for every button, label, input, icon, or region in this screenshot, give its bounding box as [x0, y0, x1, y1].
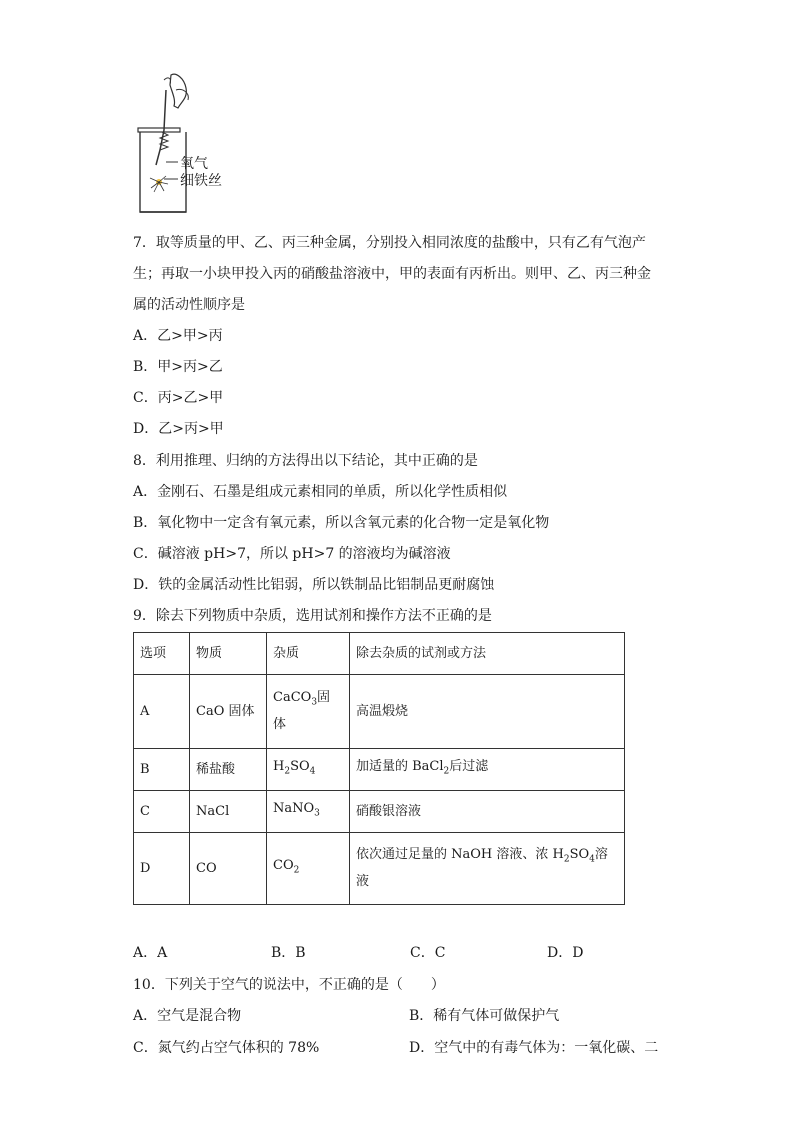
cell-impurity: $H_2SO_4$ — [267, 749, 350, 791]
iron-wire-label: 细铁丝 — [180, 173, 222, 189]
q9-choice-c: C．C — [410, 945, 446, 961]
table-row — [134, 675, 625, 749]
header-method: 除去杂质的试剂或方法 — [350, 633, 625, 675]
table-header-row — [134, 633, 625, 675]
cell-substance: NaCl — [190, 791, 267, 833]
iron-wire-oxygen-figure — [126, 70, 276, 220]
cell-option: B — [134, 749, 190, 791]
cell-method: 硝酸银溶液 — [350, 791, 625, 833]
q10-option-a: A．空气是混合物 — [133, 1008, 242, 1024]
q8-option-d: D．铁的金属活动性比铝弱，所以铁制品比铝制品更耐腐蚀 — [133, 577, 495, 593]
cell-method: 依次通过足量的 NaOH 溶液、浓 $H_2SO_4$溶 液 — [350, 833, 625, 905]
q8-option-a: A．金刚石、石墨是组成元素相同的单质，所以化学性质相似 — [133, 484, 508, 500]
cell-substance: CaO 固体 — [190, 675, 267, 749]
q8-stem: 8．利用推理、归纳的方法得出以下结论，其中正确的是 — [133, 453, 478, 469]
header-impurity: 杂质 — [267, 633, 350, 675]
q7-option-a: A．乙>甲>丙 — [133, 328, 223, 344]
q10-stem: 10．下列关于空气的说法中，不正确的是（ ） — [133, 977, 445, 993]
q9-choice-b: B．B — [271, 945, 306, 961]
cell-method: 高温煅烧 — [350, 675, 625, 749]
q9-choice-a: A．A — [133, 945, 168, 961]
table-row — [134, 791, 625, 833]
table-row — [134, 749, 625, 791]
q7-option-c: C．丙>乙>甲 — [133, 390, 224, 406]
q7-line-3: 属的活动性顺序是 — [133, 297, 245, 313]
oxygen-label: 氧气 — [180, 156, 208, 172]
q9-stem: 9．除去下列物质中杂质，选用试剂和操作方法不正确的是 — [133, 608, 492, 624]
table-row — [134, 833, 625, 905]
cell-impurity: $CO_2$ — [267, 833, 350, 905]
q7-line-2: 生；再取一小块甲投入丙的硝酸盐溶液中，甲的表面有丙析出。则甲、乙、丙三种金 — [133, 266, 651, 282]
q10-option-b: B．稀有气体可做保护气 — [409, 1008, 560, 1024]
cell-option: C — [134, 791, 190, 833]
header-substance: 物质 — [190, 633, 267, 675]
header-option: 选项 — [134, 633, 190, 675]
cell-substance: 稀盐酸 — [190, 749, 267, 791]
cell-impurity: NaNO$_3$ — [267, 791, 350, 833]
jar-illustration — [126, 70, 276, 220]
q7-line-1: 7．取等质量的甲、乙、丙三种金属，分别投入相同浓度的盐酸中，只有乙有气泡产 — [133, 235, 646, 251]
q8-option-b: B．氧化物中一定含有氧元素，所以含氧元素的化合物一定是氧化物 — [133, 515, 550, 531]
q7-option-d: D．乙>丙>甲 — [133, 421, 224, 437]
q9-table — [133, 632, 625, 905]
q8-option-c: C．碱溶液 pH>7，所以 pH>7 的溶液均为碱溶液 — [133, 546, 451, 562]
q9-choice-d: D．D — [547, 945, 584, 961]
cell-impurity: CaCO$_3$固 体 — [267, 675, 350, 749]
q7-option-b: B．甲>丙>乙 — [133, 359, 223, 375]
cell-option: D — [134, 833, 190, 905]
q10-option-d: D．空气中的有毒气体为：一氧化碳、二 — [409, 1040, 659, 1056]
cell-option: A — [134, 675, 190, 749]
q10-option-c: C．氮气约占空气体积的 78% — [133, 1040, 320, 1056]
cell-method: 加适量的 BaCl$_2$后过滤 — [350, 749, 625, 791]
q9-choices — [133, 943, 583, 963]
cell-substance: CO — [190, 833, 267, 905]
